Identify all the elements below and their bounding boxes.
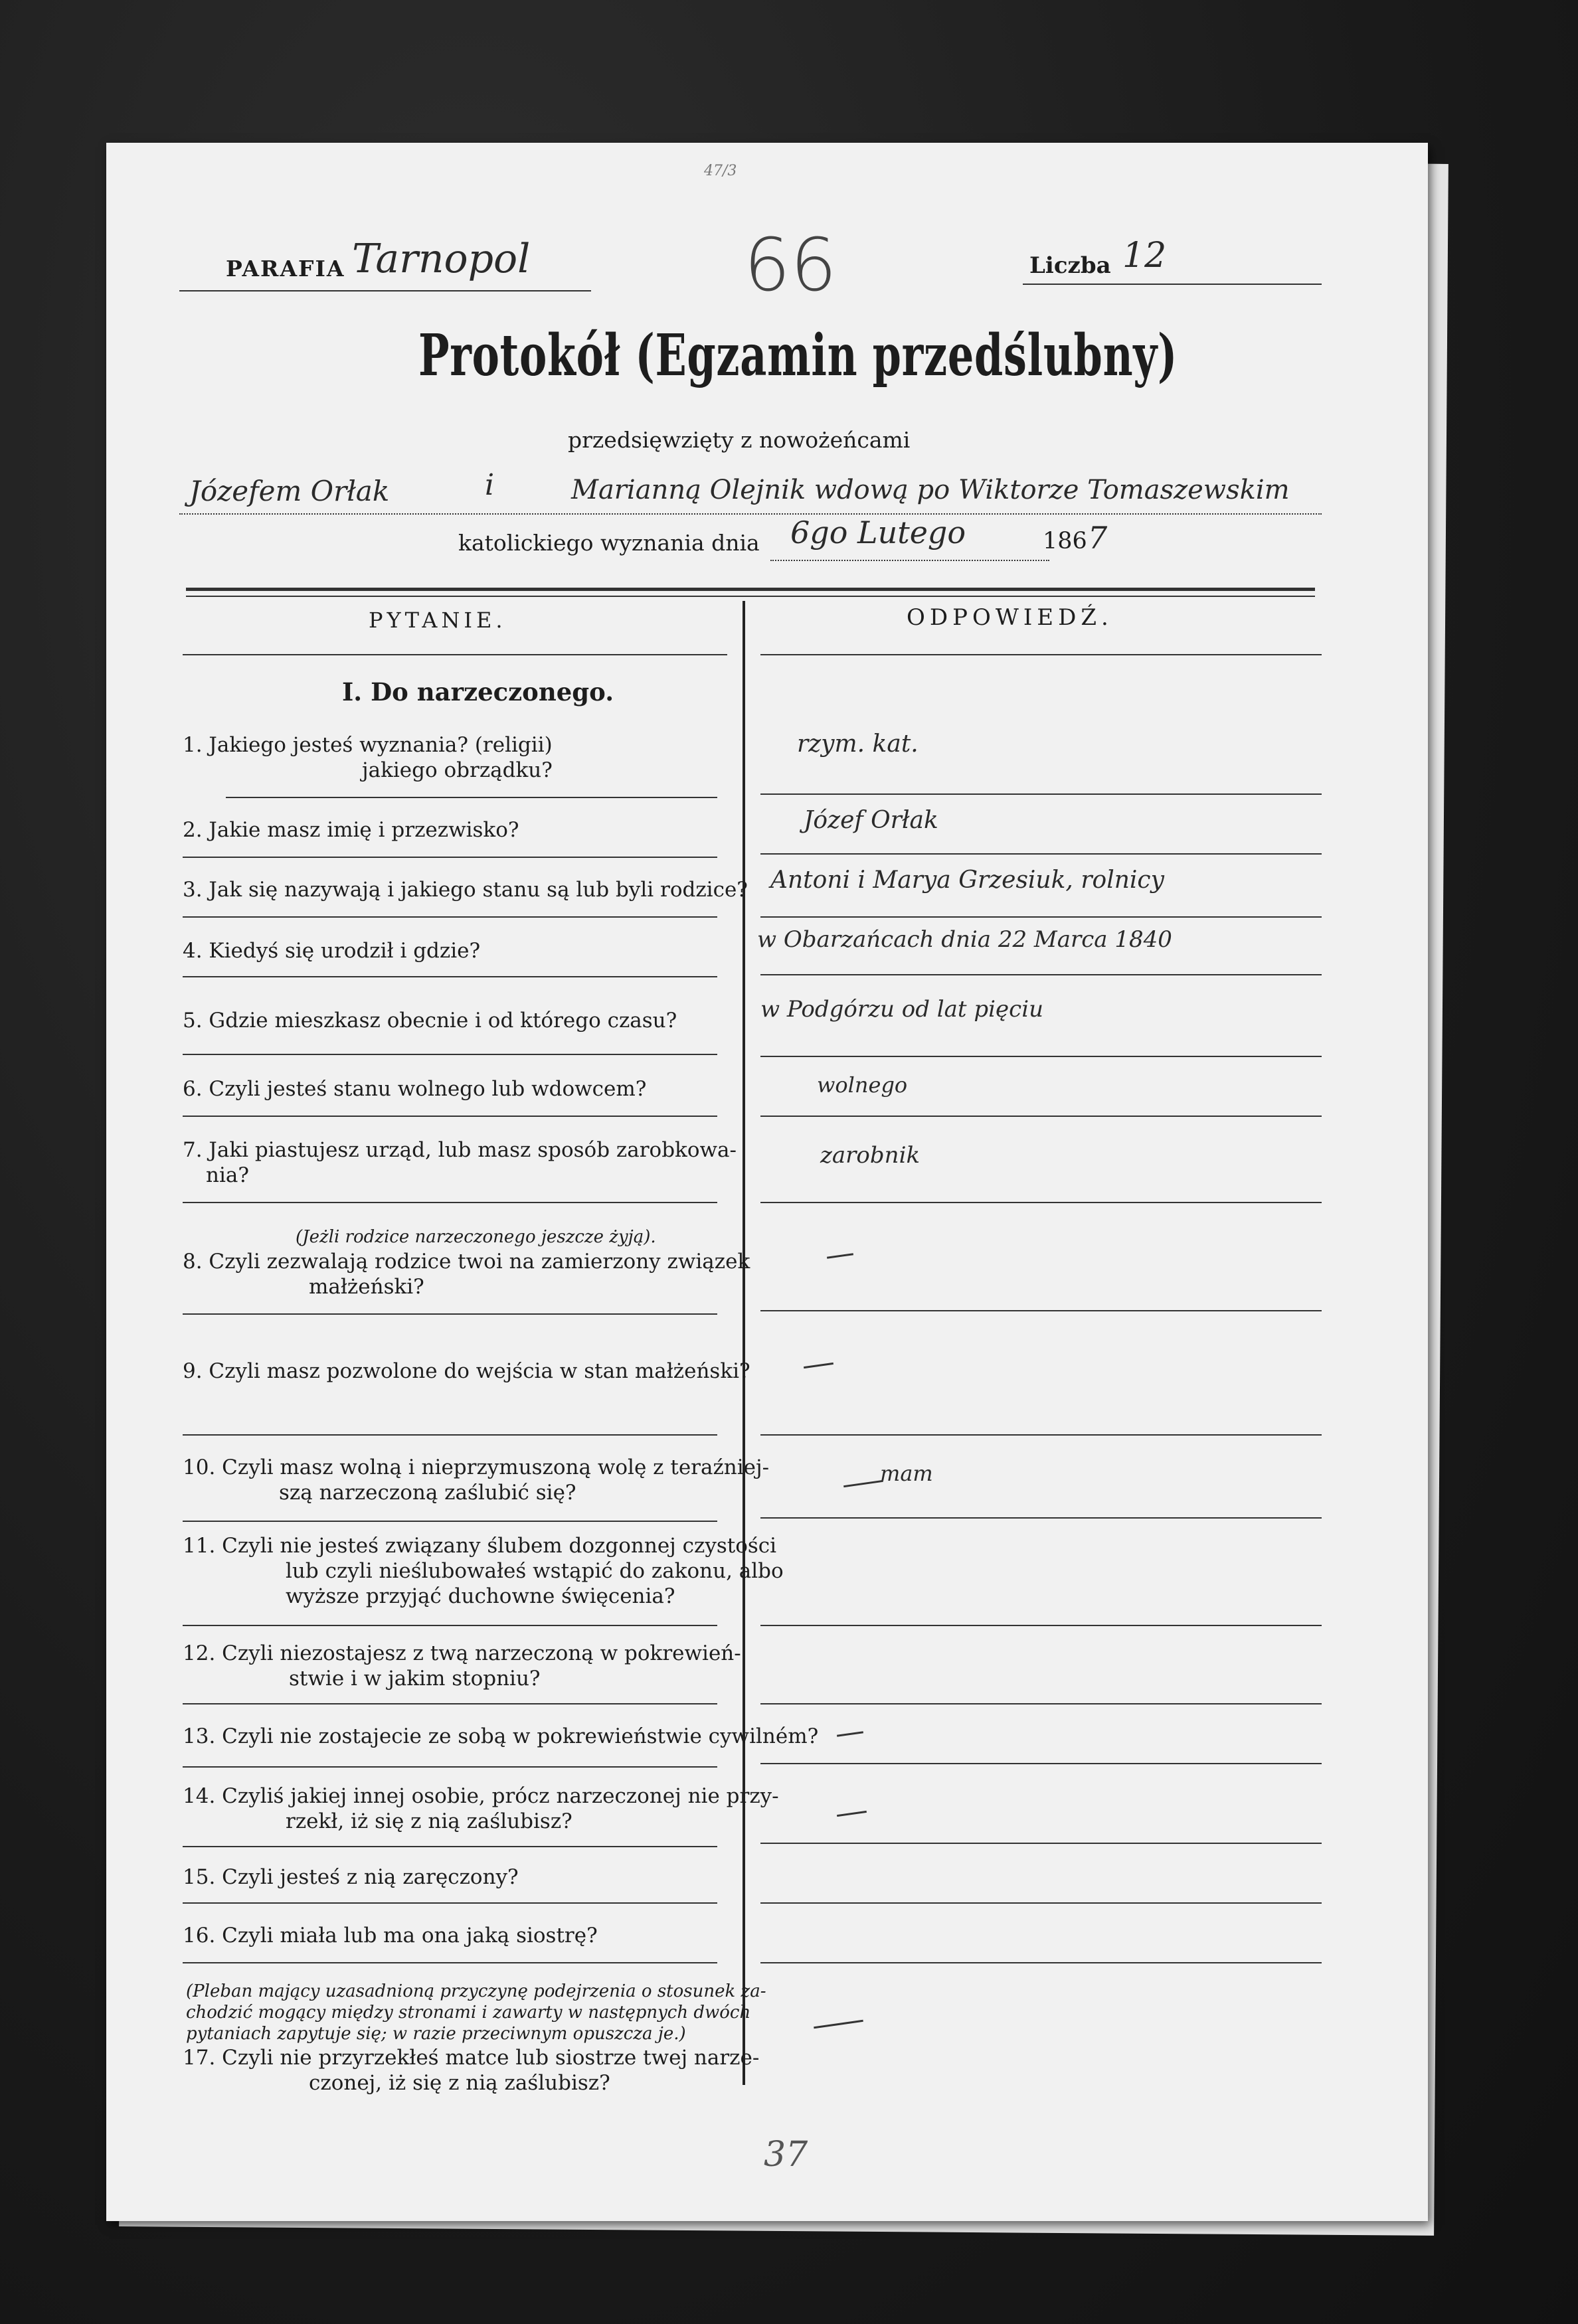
a17-dash [814,2020,863,2029]
q4-line1: 4. Kiedyś się urodził i gdzie? [183,939,481,963]
q14-line2: rzekł, iż się z nią zaślubisz? [286,1809,572,1833]
date-prefix: katolickiego wyznania dnia [458,530,760,556]
column-divider [743,601,745,2085]
q9-rule [183,1434,717,1436]
q14-line1: 14. Czyliś jakiej innej osobie, prócz narzeczonej nie przy- [183,1784,779,1808]
a11-rule [760,1625,1322,1626]
q7-answer: zarobnik [820,1142,920,1169]
q10-line1: 10. Czyli masz wolną i nieprzymuszoną wolę z teraźniej- [183,1455,770,1479]
page-number: 66 [744,222,837,307]
date-day-month: 6go Lutego [790,515,966,550]
parafia-label: PARAFIA [226,256,345,282]
q7-rule [183,1202,717,1203]
a5-rule [760,1056,1322,1057]
q3-rule [183,916,717,918]
q2-line1: 2. Jakie masz imię i przezwisko? [183,818,519,842]
header-double-rule-bottom [186,596,1315,597]
q15-line1: 15. Czyli jesteś z nią zaręczony? [183,1865,519,1889]
q10-answer: mam [880,1461,933,1486]
q4-rule [183,976,717,977]
a1-rule [760,793,1322,795]
q8-note: (Jeżli rodzice narzeczonego jeszcze żyją). [296,1227,656,1247]
q5-answer: w Podgórzu od lat pięciu [760,996,1043,1023]
a12-rule [760,1703,1322,1704]
question-column-header: PYTANIE. [369,608,507,633]
a13-dash [837,1731,863,1737]
a7-rule [760,1202,1322,1203]
q3-answer: Antoni i Marya Grzesiuk, rolnicy [770,867,1164,894]
q14-rule [183,1846,717,1847]
q16-line1: 16. Czyli miała lub ma ona jaką siostrę? [183,1924,598,1948]
date-underline [770,560,1049,561]
q1-rule [226,797,717,798]
q8-line2: małżeński? [309,1275,424,1299]
a16-rule [760,1962,1322,1963]
header-double-rule-top [186,588,1315,591]
archive-mark: 47/3 [704,163,737,179]
a10-rule [760,1517,1322,1519]
a14-dash [837,1811,867,1817]
document-page [106,143,1428,2221]
bride-name: Marianną Olejnik wdową po Wiktorze Tomaszewskim [571,475,1290,505]
q2-rule [183,857,717,858]
q1-line1: 1. Jakiego jesteś wyznania? (religii) [183,733,553,757]
q8-line1: 8. Czyli zezwalają rodzice twoi na zamierzony związek [183,1250,750,1274]
liczba-value: 12 [1122,236,1167,276]
q10-line2: szą narzeczoną zaślubić się? [279,1481,576,1505]
q6-rule [183,1116,717,1117]
page-title: Protokół (Egzamin przedślubny) [418,322,1178,389]
q1-line2: jakiego obrządku? [362,758,553,782]
liczba-underline [1023,284,1322,285]
a8-rule [760,1310,1322,1311]
q17-note-line1: (Pleban mający uzasadnioną przyczynę podejrzenia o stosunek za- [186,1981,766,2001]
q16-rule [183,1962,717,1963]
q5-rule [183,1054,717,1055]
section-title: I. Do narzeczonego. [342,677,614,706]
q11-line3: wyższe przyjąć duchowne święcenia? [286,1584,675,1608]
a6-rule [760,1116,1322,1117]
q17-note-line3: pytaniach zapytuje się; w razie przeciwnym opuszcza je.) [186,2024,686,2044]
q1-answer: rzym. kat. [797,730,919,758]
q13-rule [183,1766,717,1768]
q10-rule [183,1521,717,1522]
q11-line2: lub czyli nieślubowałeś wstąpić do zakonu, albo [286,1559,784,1583]
q11-rule [183,1625,717,1626]
q4-answer: w Obarzańcach dnia 22 Marca 1840 [757,926,1172,953]
q15-rule [183,1902,717,1904]
q12-line1: 12. Czyli niezostajesz z twą narzeczoną w pokrewień- [183,1641,741,1665]
parafia-underline [179,290,591,291]
q12-rule [183,1703,717,1704]
a8-dash [827,1253,853,1259]
q7-line1: 7. Jaki piastujesz urząd, lub masz sposób zarobkowa- [183,1138,737,1162]
q6-line1: 6. Czyli jesteś stanu wolnego lub wdowcem? [183,1077,647,1101]
a3-rule [760,916,1322,918]
q7-line2: nia? [206,1163,249,1187]
couple-underline [179,513,1322,515]
a2-rule [760,853,1322,855]
q12-line2: stwie i w jakim stopniu? [289,1667,541,1691]
a14-rule [760,1843,1322,1844]
conjunction: i [485,468,495,502]
a10-dash [843,1480,883,1487]
q9-line1: 9. Czyli masz pozwolone do wejścia w stan małżeński? [183,1359,750,1383]
q17-line2: czonej, iż się z nią zaślubisz? [309,2071,610,2095]
groom-name: Józefem Orłak [189,475,390,507]
q5-line1: 5. Gdzie mieszkasz obecnie i od którego czasu? [183,1009,677,1033]
year-handwritten: 7 [1088,520,1108,556]
q13-line1: 13. Czyli nie zostajecie ze sobą w pokrewieństwie cywilném? [183,1724,819,1748]
a9-rule [760,1434,1322,1436]
a4-rule [760,974,1322,975]
a13-rule [760,1763,1322,1764]
subtitle: przedsięwzięty z nowożeńcami [568,427,911,453]
header-rule-left [183,654,727,655]
parafia-value: Tarnopol [352,236,531,282]
header-rule-right [760,654,1322,655]
a9-dash [804,1363,833,1369]
q17-line1: 17. Czyli nie przyrzekłeś matce lub siostrze twej narze- [183,2046,760,2070]
q8-rule [183,1313,717,1315]
q11-line1: 11. Czyli nie jesteś związany ślubem dozgonnej czystości [183,1534,777,1558]
footer-mark: 37 [764,2135,808,2175]
q3-line1: 3. Jak się nazywają i jakiego stanu są lub byli rodzice? [183,878,748,902]
answer-column-header: ODPOWIEDŹ. [907,604,1113,631]
a15-rule [760,1902,1322,1904]
liczba-label: Liczba [1029,252,1111,279]
year-printed: 186 [1043,528,1087,554]
q17-note-line2: chodzić mogący między stronami i zawarty w następnych dwóch [186,2003,751,2023]
q6-answer: wolnego [817,1072,908,1098]
q2-answer: Józef Orłak [804,807,938,834]
